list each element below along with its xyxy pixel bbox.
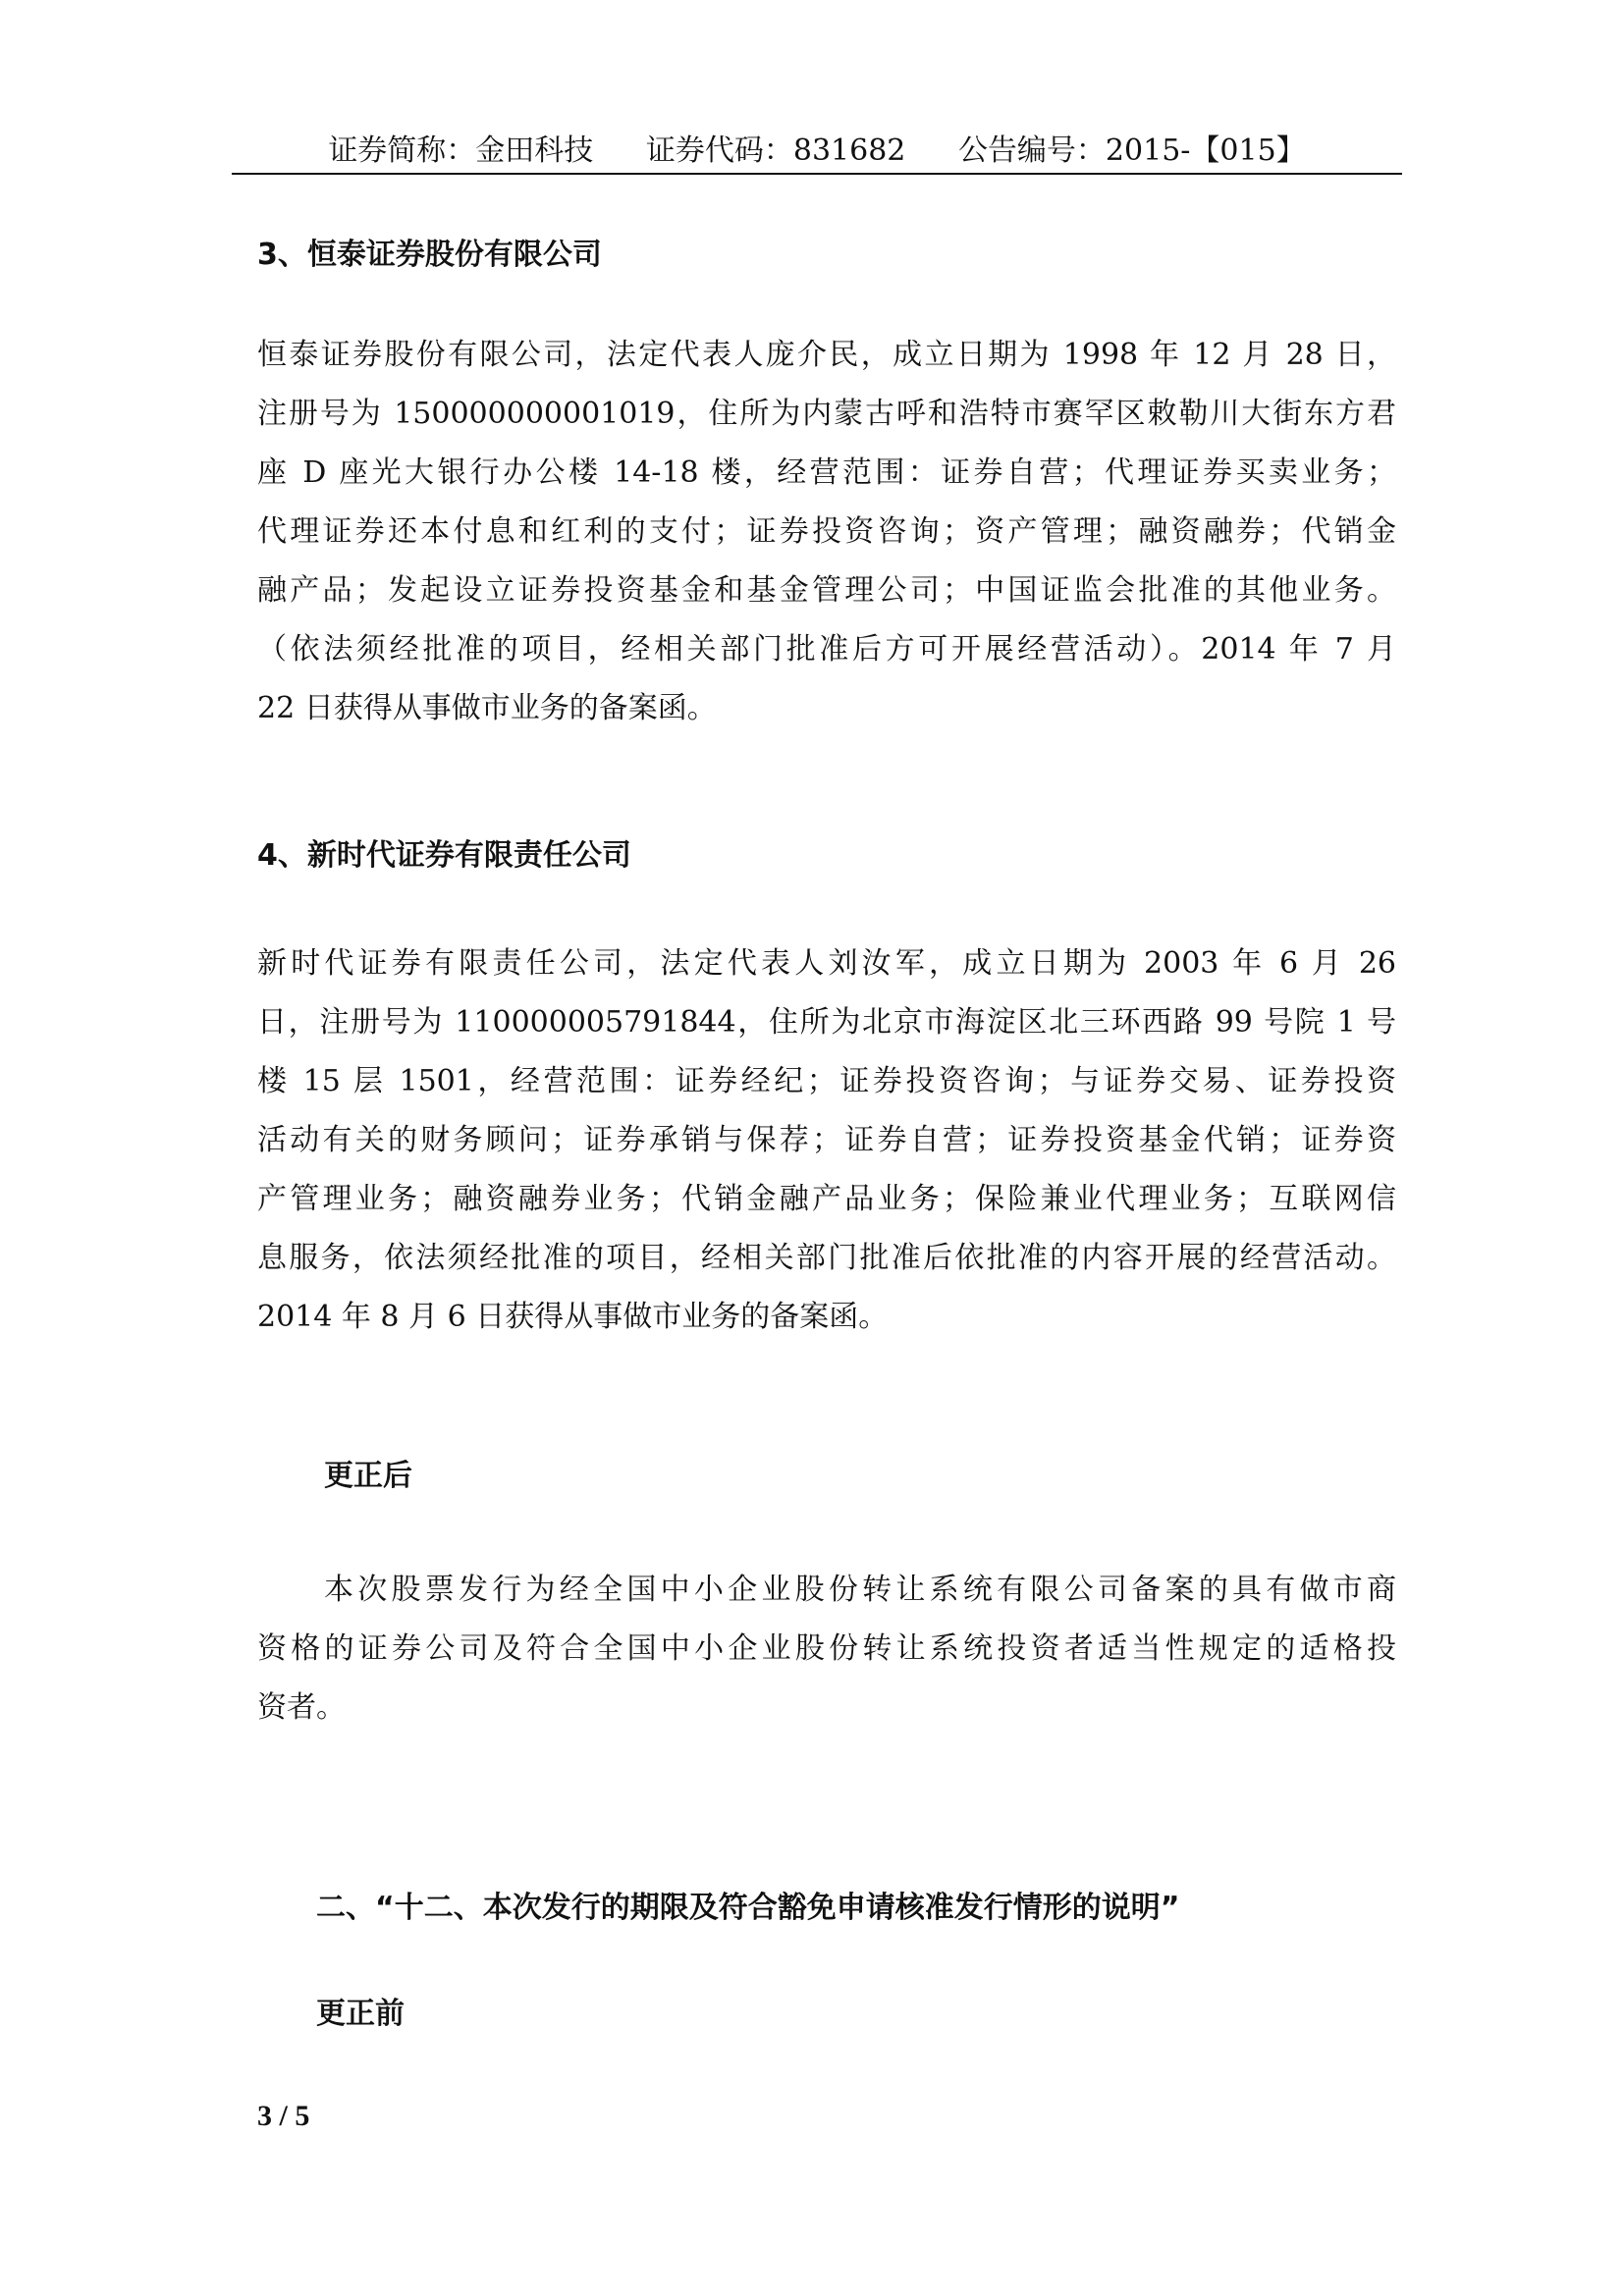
section-4-heading: 4、新时代证券有限责任公司 [257, 838, 631, 873]
paragraph-line: 22 日获得从事做市业务的备案函。 [257, 691, 717, 725]
page-number: 3 / 5 [257, 2100, 310, 2132]
paragraph-line: 融产品；发起设立证券投资基金和基金管理公司；中国证监会批准的其他业务。 [257, 573, 1396, 608]
paragraph-line: 座 D 座光大银行办公楼 14-18 楼，经营范围：证券自营；代理证券买卖业务； [257, 455, 1396, 490]
paragraph-line: 楼 15 层 1501，经营范围：证券经纪；证券投资咨询；与证券交易、证券投资 [257, 1064, 1396, 1098]
paragraph-line: （依法须经批准的项目，经相关部门批准后方可开展经营活动）。2014 年 7 月 [257, 632, 1396, 667]
header-divider [232, 173, 1402, 175]
security-code: 证券代码：831682 [645, 133, 906, 168]
paragraph-line: 活动有关的财务顾问；证券承销与保荐；证券自营；证券投资基金代销；证券资 [257, 1123, 1396, 1157]
page-header [232, 130, 1402, 173]
paragraph-line: 资者。 [257, 1690, 346, 1725]
paragraph-line: 新时代证券有限责任公司，法定代表人刘汝军，成立日期为 2003 年 6 月 26 [257, 946, 1396, 981]
announcement-number: 公告编号：2015-【015】 [957, 133, 1306, 168]
section-4-paragraph [257, 934, 1396, 1347]
section-two-heading: 二、“十二、本次发行的期限及符合豁免申请核准发行情形的说明” [316, 1891, 1180, 1925]
after-correction-paragraph [257, 1561, 1396, 1737]
paragraph-line: 2014 年 8 月 6 日获得从事做市业务的备案函。 [257, 1300, 889, 1334]
paragraph-line: 恒泰证券股份有限公司，法定代表人庞介民，成立日期为 1998 年 12 月 28 日， [257, 338, 1396, 372]
paragraph-line: 本次股票发行为经全国中小企业股份转让系统有限公司备案的具有做市商 [324, 1573, 1396, 1607]
section-3-paragraph [257, 326, 1396, 738]
paragraph-line: 资格的证券公司及符合全国中小企业股份转让系统投资者适当性规定的适格投 [257, 1631, 1396, 1666]
section-3-heading: 3、恒泰证券股份有限公司 [257, 238, 602, 272]
paragraph-line: 日，注册号为 110000005791844，住所为北京市海淀区北三环西路 99 号院 1 号 [257, 1005, 1396, 1040]
paragraph-line: 产管理业务；融资融券业务；代销金融产品业务；保险兼业代理业务；互联网信 [257, 1182, 1396, 1216]
after-correction-heading: 更正后 [324, 1459, 412, 1493]
security-short-name: 证券简称：金田科技 [328, 133, 594, 168]
paragraph-line: 息服务，依法须经批准的项目，经相关部门批准后依批准的内容开展的经营活动。 [257, 1241, 1396, 1275]
before-correction-heading: 更正前 [316, 1997, 405, 2031]
paragraph-line: 代理证券还本付息和红利的支付；证券投资咨询；资产管理；融资融券；代销金 [257, 514, 1396, 549]
paragraph-line: 注册号为 150000000001019，住所为内蒙古呼和浩特市赛罕区敕勒川大街东方君 [257, 397, 1396, 431]
